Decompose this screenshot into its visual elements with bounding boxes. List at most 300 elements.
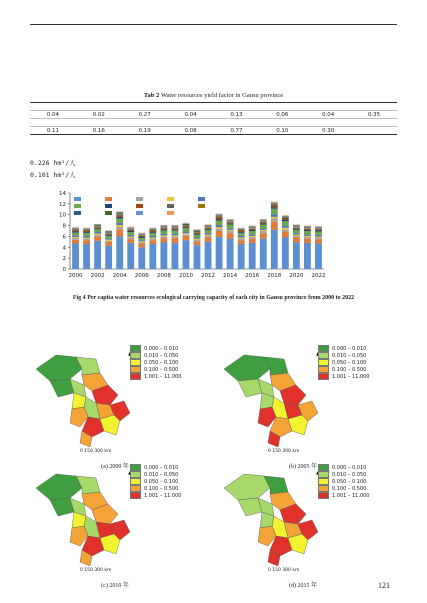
bar-segment [205,230,212,233]
bar-segment [194,229,201,230]
stacked-bar-chart [30,183,397,291]
bar-segment [205,238,212,242]
bar-segment [260,228,267,230]
bar-segment [160,226,167,227]
bar-segment [227,239,234,269]
bar-segment [94,226,101,227]
bar-segment [160,236,167,238]
bar-segment [72,238,79,240]
x-tick-label: 2008 [156,273,171,279]
bar-segment [83,228,90,229]
bar-segment [304,229,311,230]
bar-segment [160,228,167,229]
table-row [30,111,397,119]
legend-range: 0.050 – 0.100 [332,478,367,485]
bar-segment [249,237,256,239]
bar-segment [249,228,256,229]
table-value-cell: 0.11 [30,127,76,135]
bar-segment [249,227,256,228]
bar-segment [293,226,300,227]
bar-segment [282,221,289,225]
map-caption: (b) 2005 年 [289,464,317,470]
bar-segment [315,230,322,231]
bar-segment [116,213,123,214]
bar-segment [94,227,101,228]
bar-segment [149,229,156,230]
bar-segment [149,239,156,241]
table-header-cell [76,103,122,111]
x-tick-label: 2012 [201,273,216,279]
legend-swatch [130,464,141,471]
legend-row [318,352,370,359]
bar-segment [304,234,311,236]
bar-segment [72,229,79,230]
bar-segment [171,225,178,226]
bar-segment [216,215,223,216]
bar-segment [105,230,112,231]
legend-row [318,373,370,380]
bar-segment [194,232,201,233]
bar-segment [216,216,223,217]
bar-segment [183,226,190,227]
bar-segment [72,228,79,229]
table-header-cell [214,103,260,111]
bar-segment [304,228,311,229]
legend-swatch [130,478,141,485]
bar-segment [194,239,201,240]
legend-row [130,492,182,499]
bar-segment [249,243,256,269]
bar-segment [127,228,134,229]
legend-swatch [318,352,329,359]
legend-row [130,464,182,471]
legend-swatch [318,366,329,373]
bar-segment [183,228,190,231]
bar-segment [83,238,90,239]
bar-segment [304,226,311,227]
legend-swatch [318,345,329,352]
bar-segment [315,235,322,237]
legend-row [318,359,370,366]
bar-segment [127,230,134,231]
bar-segment [183,223,190,224]
legend-row [130,345,182,352]
bar-segment [83,231,90,232]
legend-range: 0.010 – 0.050 [332,471,367,478]
table-row [30,119,397,127]
y-tick-label: 6 [62,234,66,241]
bar-segment [260,222,267,223]
bar-segment [216,229,223,231]
bar-segment [260,221,267,222]
legend-range: 0.010 – 0.050 [144,352,179,359]
legend-range: 1.001 – 11.000 [332,373,370,380]
legend-swatch [167,211,174,215]
table-value-cell: 0.08 [168,127,214,135]
bar-segment [227,224,234,228]
city-region [50,498,74,516]
bar-segment [94,241,101,269]
table-header-cell [30,119,76,127]
scale-bar: 0 150 300 km [268,449,300,454]
map-legend [130,345,182,380]
bar-segment [138,233,145,234]
bar-segment [304,227,311,228]
bar-segment [160,227,167,228]
bar-segment [127,229,134,230]
bar-segment [94,232,101,234]
legend-range: 0.010 – 0.050 [332,352,367,359]
legend-range: 1.001 – 11.000 [144,373,182,380]
bar-segment [315,227,322,228]
y-tick-label: 12 [59,201,66,208]
table-value-cell: 0.02 [76,111,122,119]
bar-segment [282,216,289,217]
table-value-cell: 0.77 [214,127,260,135]
bar-segment [315,236,322,237]
bar-segment [249,230,256,231]
bar-segment [116,219,123,223]
bar-segment [271,230,278,269]
bar-segment [116,236,123,269]
bar-segment [205,226,212,227]
bar-segment [116,225,123,227]
x-tick-label: 2002 [90,273,105,279]
bar-segment [227,222,234,223]
map-panel [30,343,210,473]
bar-segment [183,227,190,228]
bar-segment [304,239,311,243]
legend-row [318,464,370,471]
bar-segment [160,235,167,236]
bar-segment [271,203,278,204]
bar-segment [127,227,134,228]
bar-segment [160,242,167,269]
bar-segment [171,230,178,233]
legend-range: 0.000 – 0.010 [144,464,179,471]
table-header-cell [305,119,351,127]
bar-segment [127,239,134,243]
legend-swatch [136,211,143,215]
legend-range: 0.050 – 0.100 [332,359,367,366]
bar-segment [105,239,112,240]
bar-segment [194,231,201,232]
bar-segment [171,227,178,228]
bar-segment [260,233,267,238]
bar-segment [183,225,190,226]
table-header-cell [351,103,397,111]
bar-segment [116,212,123,213]
bar-segment [282,232,289,238]
bar-segment [315,229,322,230]
table-header-cell [168,103,214,111]
bar-segment [94,224,101,225]
legend-swatch [74,211,81,215]
bar-segment [83,229,90,230]
y-tick-label: 2 [62,256,66,263]
bar-segment [238,240,245,244]
legend-swatch [130,485,141,492]
bar-segment [238,228,245,229]
map-panel [218,462,398,592]
bar-segment [94,225,101,226]
max-value: 0.226 hm²/人 [30,159,76,167]
bar-segment [149,244,156,269]
bar-segment [171,238,178,243]
bar-segment [194,233,201,234]
legend-range: 0.050 – 0.100 [144,359,179,366]
legend-swatch [318,464,329,471]
bar-segment [160,234,167,236]
bar-segment [238,238,245,239]
table-row [30,127,397,135]
y-tick-label: 0 [62,267,66,273]
bar-segment [271,207,278,209]
legend-row [318,345,370,352]
table-header-cell [30,103,76,111]
table-header-cell [76,119,122,127]
bar-segment [138,234,145,235]
bar-segment [149,238,156,239]
bar-segment [160,228,167,229]
bar-segment [72,230,79,231]
bar-segment [216,215,223,216]
legend-row [130,352,182,359]
bar-segment [271,203,278,204]
bar-segment [183,223,190,224]
legend-row [318,485,370,492]
bar-segment [138,243,145,247]
bar-segment [249,239,256,243]
province-map [30,462,140,574]
bar-segment [160,225,167,226]
table-header-cell [259,103,305,111]
table-value-cell: 0.06 [259,111,305,119]
bar-segment [249,228,256,229]
bar-segment [205,233,212,235]
bar-segment [249,236,256,237]
bar-segment [194,234,201,235]
bar-segment [105,232,112,233]
bar-segment [238,232,245,233]
bar-segment [138,235,145,236]
bar-segment [127,236,134,237]
table-row [30,103,397,111]
x-tick-label: 2006 [134,273,149,279]
bar-segment [282,215,289,216]
legend-swatch [198,197,205,201]
province-map [30,343,140,455]
bar-segment [227,233,234,238]
bar-segment [171,227,178,228]
bar-segment [249,234,256,236]
city-region [36,474,82,500]
bar-segment [271,221,278,230]
legend-row [318,492,370,499]
bar-segment [116,213,123,214]
bar-segment [271,217,278,219]
bar-segment [171,235,178,236]
bar-segment [238,230,245,231]
bar-segment [105,233,112,234]
city-region [36,355,82,381]
legend-row [130,478,182,485]
bar-segment [138,240,145,241]
bar-segment [149,232,156,233]
table-header-cell [351,119,397,127]
bar-segment [183,232,190,234]
bar-segment [282,226,289,228]
bar-segment [216,231,223,237]
bar-segment [183,234,190,236]
y-tick-label: 8 [62,223,66,230]
legend-swatch [130,373,141,380]
bar-segment [171,236,178,238]
bar-segment [171,228,178,229]
map-legend [318,345,370,380]
bar-segment [271,204,278,205]
table-header-cell [122,119,168,127]
table-title-en: Tab 2 Water resources yield factor in Gansu province [143,92,284,99]
bar-segment [205,226,212,227]
bar-segment [83,236,90,238]
bar-segment [127,227,134,228]
bar-segment [72,243,79,269]
bar-segment [83,232,90,233]
bar-segment [149,233,156,236]
bar-segment [138,241,145,242]
bar-segment [282,228,289,230]
bar-segment [171,234,178,236]
bar-segment [249,231,256,234]
bar-segment [127,229,134,230]
bar-segment [160,230,167,233]
bar-segment [304,243,311,269]
bar-segment [149,230,156,231]
bar-segment [260,222,267,223]
bar-segment [216,214,223,215]
bar-segment [183,226,190,227]
table-value-cell: 0.04 [30,111,76,119]
table-value-cell: 0.35 [351,111,397,119]
bar-segment [315,239,322,243]
bar-segment [72,232,79,233]
legend-swatch [105,197,112,201]
legend-range: 0.000 – 0.010 [144,345,179,352]
bar-segment [138,237,145,238]
legend-row [130,366,182,373]
bar-segment [227,222,234,223]
bar-segment [315,227,322,228]
bar-segment [227,228,234,230]
bar-segment [227,219,234,220]
legend-swatch [318,478,329,485]
province-map [218,343,328,455]
bar-segment [271,219,278,222]
min-value: 0.101 hm²/人 [30,171,76,179]
bar-segment [105,232,112,233]
bar-segment [238,228,245,229]
bar-segment [105,233,112,234]
bar-segment [216,217,223,219]
bar-segment [293,225,300,226]
bar-segment [271,209,278,214]
bar-segment [72,235,79,237]
city-region [288,534,308,554]
legend-swatch [130,366,141,373]
bar-segment [304,237,311,239]
bar-segment [282,218,289,219]
x-tick-label: 2016 [245,273,260,279]
bar-segment [171,229,178,230]
bar-segment [194,240,201,242]
legend-row [130,471,182,478]
legend-swatch [74,204,81,208]
bar-segment [315,226,322,227]
scale-bar: 0 150 300 km [80,568,112,573]
bar-segment [116,223,123,225]
bar-segment [271,205,278,207]
bar-segment [94,226,101,227]
city-region [100,534,120,554]
bar-segment [205,227,212,228]
bar-segment [83,230,90,231]
bar-segment [171,228,178,229]
figure-caption-en: Fig 4 Per capita water resources ecological carrying capacity of each city in Gansu province from 2000 to 2022 [72,295,355,301]
page-number: 121 [378,581,390,590]
bar-segment [183,224,190,225]
legend-swatch [318,492,329,499]
table-value-cell [351,127,397,135]
bar-segment [238,236,245,238]
bar-segment [282,217,289,218]
legend-range: 0.100 – 0.500 [332,485,367,492]
bar-segment [116,211,123,212]
bar-segment [238,231,245,232]
table-value-cell: 0.27 [122,111,168,119]
table-value-cell: 0.30 [305,127,351,135]
bar-segment [127,232,134,235]
map-panel [218,343,398,473]
bar-segment [72,233,79,236]
bar-segment [149,231,156,232]
bar-segment [83,228,90,229]
bar-segment [282,216,289,217]
bar-segment [194,241,201,245]
city-region [224,355,270,381]
bar-segment [282,238,289,269]
x-tick-label: 2004 [112,273,127,279]
legend-swatch [74,197,81,201]
bar-segment [160,227,167,228]
bar-segment [138,236,145,237]
bar-segment [116,229,123,236]
legend-swatch [136,197,143,201]
bar-segment [315,229,322,230]
legend-swatch [318,471,329,478]
bar-segment [293,229,300,230]
map-caption: (c) 2010 年 [101,583,129,589]
bar-segment [160,226,167,227]
legend-swatch [130,471,141,478]
bar-segment [183,240,190,269]
bar-segment [138,234,145,235]
bar-segment [94,224,101,225]
y-tick-label: 14 [59,191,66,197]
table-value-cell: 0.04 [168,111,214,119]
bar-segment [138,247,145,269]
bar-segment [315,243,322,269]
